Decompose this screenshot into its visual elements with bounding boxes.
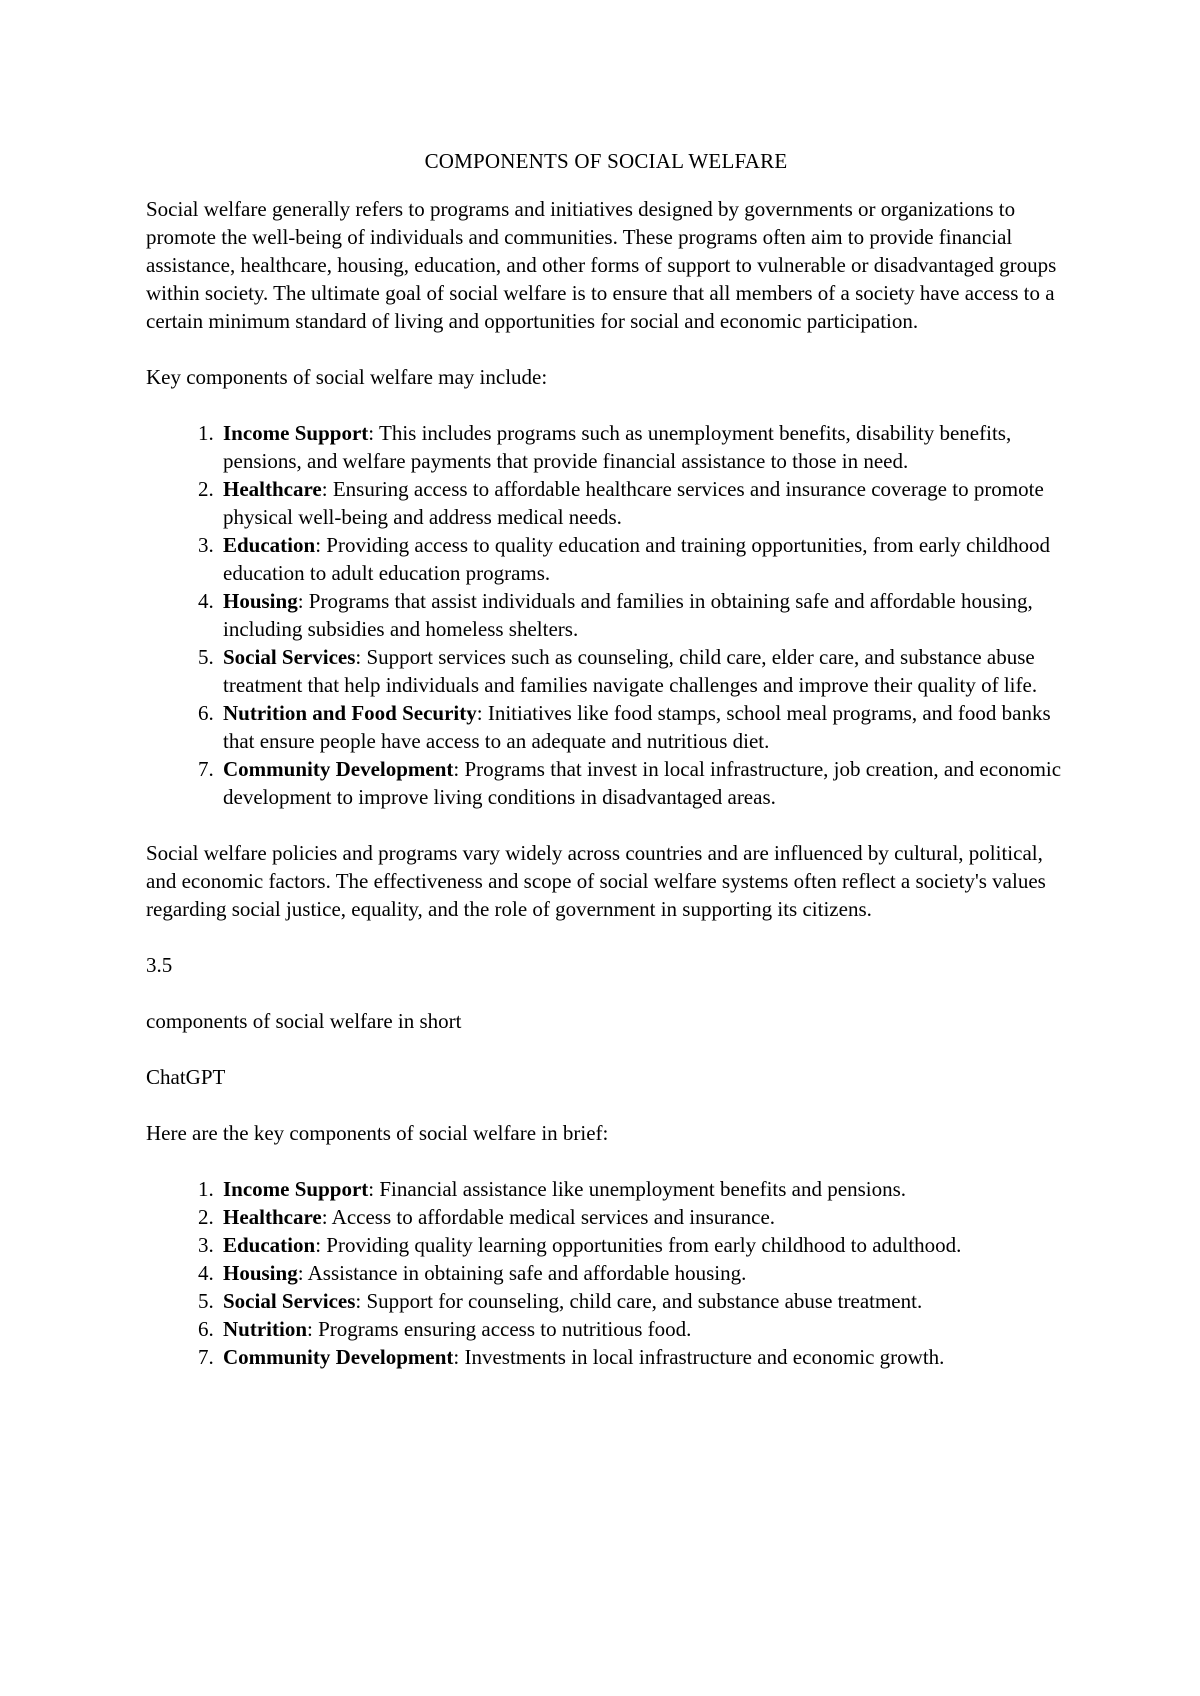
item-desc: : Providing quality learning opportunities from early childhood to adulthood.	[315, 1233, 962, 1257]
short-intro: Here are the key components of social welfare in brief:	[146, 1121, 609, 1145]
list-item	[219, 531, 1066, 587]
item-desc: : Access to affordable medical services and insurance.	[321, 1205, 776, 1229]
list-intro: Key components of social welfare may include:	[146, 365, 548, 389]
item-desc: : Initiatives like food stamps, school meal programs, and food banks that ensure people have access to an adequate and nutritious diet.	[223, 701, 1051, 753]
item-desc: : Programs that invest in local infrastructure, job creation, and economic development to improve living conditions in disadvantaged areas.	[223, 757, 1062, 809]
list-item	[219, 1231, 1066, 1259]
item-term: Community Development	[223, 1345, 454, 1369]
item-desc: : Programs that assist individuals and families in obtaining safe and affordable housing, including subsidies and homeless shelters.	[223, 589, 1033, 641]
responder-name: ChatGPT	[146, 1065, 226, 1089]
item-desc: : Ensuring access to affordable healthcare services and insurance coverage to promote physical well-being and address medical needs.	[223, 477, 1044, 529]
item-desc: : Providing access to quality education and training opportunities, from early childhood education to adult education programs.	[223, 533, 1051, 585]
item-desc: : Programs ensuring access to nutritious food.	[307, 1317, 692, 1341]
list-item	[219, 755, 1066, 811]
item-term: Community Development	[223, 757, 454, 781]
item-term: Healthcare	[223, 1205, 322, 1229]
list-item	[219, 587, 1066, 643]
item-term: Healthcare	[223, 477, 322, 501]
list-item	[219, 1315, 1066, 1343]
item-term: Income Support	[223, 1177, 369, 1201]
item-term: Social Services	[223, 645, 356, 669]
list-item	[219, 1175, 1066, 1203]
item-term: Nutrition and Food Security	[223, 701, 477, 725]
version-label: 3.5	[146, 953, 173, 977]
user-prompt: components of social welfare in short	[146, 1009, 462, 1033]
item-term: Education	[223, 1233, 316, 1257]
components-list	[146, 419, 1066, 811]
item-desc: : Assistance in obtaining safe and affordable housing.	[297, 1261, 747, 1285]
conclusion-paragraph: Social welfare policies and programs vary widely across countries and are influenced by cultural, political, and economic factors. The effectiveness and scope of social welfare systems often reflect a society's values regarding social justice, equality, and the role of government in supporting its citizens.	[146, 841, 1046, 921]
list-item	[219, 1287, 1066, 1315]
document-title: COMPONENTS OF SOCIAL WELFARE	[424, 149, 788, 173]
item-desc: : Support for counseling, child care, and substance abuse treatment.	[355, 1289, 923, 1313]
item-term: Housing	[223, 1261, 298, 1285]
list-item	[219, 475, 1066, 531]
list-item	[219, 699, 1066, 755]
list-item	[219, 419, 1066, 475]
item-desc: : Financial assistance like unemployment benefits and pensions.	[368, 1177, 906, 1201]
item-desc: : Support services such as counseling, child care, elder care, and substance abuse treatment that help individuals and families navigate challenges and improve their quality of life.	[223, 645, 1038, 697]
list-item	[219, 643, 1066, 699]
item-term: Education	[223, 533, 316, 557]
item-term: Income Support	[223, 421, 369, 445]
item-term: Social Services	[223, 1289, 356, 1313]
item-term: Nutrition	[223, 1317, 307, 1341]
document-body	[146, 147, 1066, 1399]
item-term: Housing	[223, 589, 298, 613]
item-desc: : Investments in local infrastructure and economic growth.	[453, 1345, 945, 1369]
item-desc: : This includes programs such as unemployment benefits, disability benefits, pensions, and welfare payments that provide financial assistance to those in need.	[223, 421, 1012, 473]
list-item	[219, 1343, 1066, 1371]
list-item	[219, 1259, 1066, 1287]
intro-paragraph: Social welfare generally refers to programs and initiatives designed by governments or organizations to promote the well-being of individuals and communities. These programs often aim to provide financial assistance, healthcare, housing, education, and other forms of support to vulnerable or disadvantaged groups within society. The ultimate goal of social welfare is to ensure that all members of a society have access to a certain minimum standard of living and opportunities for social and economic participation.	[146, 197, 1057, 333]
list-item	[219, 1203, 1066, 1231]
short-components-list	[146, 1175, 1066, 1371]
